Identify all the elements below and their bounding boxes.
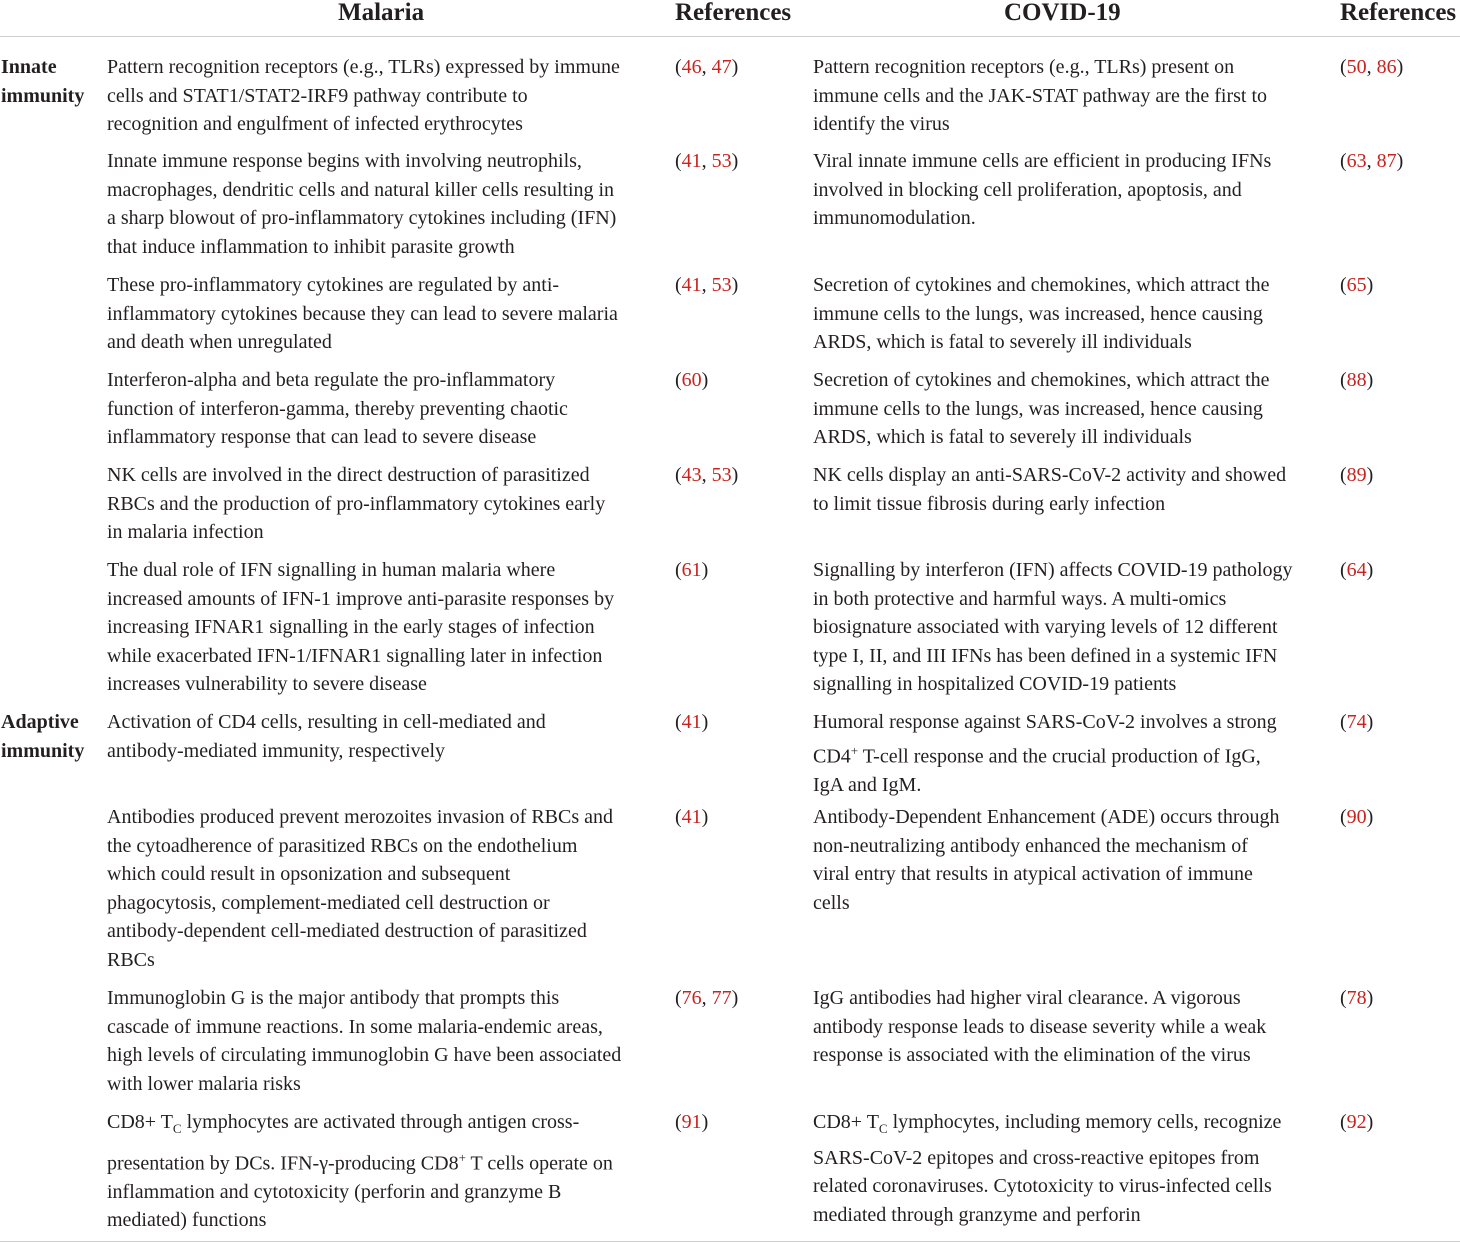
malaria-text: lymphocytes are activated through antigen cross- xyxy=(181,1111,580,1133)
malaria-line: macrophages, dendritic cells and natural killer cells resulting in xyxy=(107,178,615,201)
covid-text: CD8+ T xyxy=(813,1111,879,1133)
malaria-references: (76, 77) xyxy=(675,987,739,1009)
reference-link[interactable]: 41 xyxy=(681,274,702,296)
malaria-line: that induce inflammation to inhibit parasite growth xyxy=(107,235,515,258)
malaria-line: and death when unregulated xyxy=(107,331,332,354)
covid-line: identify the virus xyxy=(813,113,950,136)
malaria-line: recognition and engulfment of infected erythrocytes xyxy=(107,113,523,136)
covid-line: response is associated with the elimination of the virus xyxy=(813,1044,1251,1067)
covid-cell xyxy=(813,271,1333,357)
covid-line: signalling in hospitalized COVID-19 patients xyxy=(813,673,1177,696)
malaria-line: cells and STAT1/STAT2-IRF9 pathway contribute to xyxy=(107,84,528,107)
covid-references: (63, 87) xyxy=(1340,150,1404,172)
header-references-malaria: References xyxy=(675,0,792,26)
covid-line: non-neutralizing antibody enhanced the mechanism of xyxy=(813,834,1248,857)
malaria-line: RBCs and the production of pro-inflammatory cytokines early xyxy=(107,492,606,515)
reference-link[interactable]: 41 xyxy=(681,711,702,733)
reference-link[interactable]: 76 xyxy=(681,987,702,1009)
covid-line: ARDS, which is fatal to severely ill individuals xyxy=(813,331,1192,354)
covid-line: Humoral response against SARS-CoV-2 involves a strong xyxy=(813,711,1277,733)
malaria-line: which could result in opsonization and subsequent xyxy=(107,863,511,886)
reference-link[interactable]: 53 xyxy=(711,464,732,486)
malaria-references: (43, 53) xyxy=(675,464,739,486)
malaria-cell xyxy=(107,803,667,975)
covid-line: immunomodulation. xyxy=(813,207,976,230)
reference-link[interactable]: 90 xyxy=(1346,806,1367,828)
malaria-line: RBCs xyxy=(107,948,155,971)
covid-line: Secretion of cytokines and chemokines, which attract the xyxy=(813,369,1270,391)
malaria-line: increased amounts of IFN-1 improve anti-parasite responses by xyxy=(107,587,615,610)
category-innate xyxy=(1,53,101,110)
covid-cell xyxy=(813,984,1333,1070)
covid-line: Signalling by interferon (IFN) affects COVID-19 pathology xyxy=(813,559,1293,581)
footer-rule xyxy=(0,1241,1460,1242)
covid-text: lymphocytes, including memory cells, recognize xyxy=(887,1111,1282,1133)
reference-link[interactable]: 50 xyxy=(1346,56,1367,78)
covid-line: ARDS, which is fatal to severely ill individuals xyxy=(813,426,1192,449)
covid-references: (74) xyxy=(1340,711,1374,733)
reference-link[interactable]: 61 xyxy=(681,559,702,581)
covid-line: cells xyxy=(813,891,850,914)
covid-cell xyxy=(813,53,1333,139)
malaria-line: with lower malaria risks xyxy=(107,1072,301,1095)
malaria-line: antibody-mediated immunity, respectively xyxy=(107,739,446,762)
malaria-line: mediated) functions xyxy=(107,1209,267,1232)
reference-link[interactable]: 47 xyxy=(711,56,732,78)
malaria-line: cascade of immune reactions. In some malaria-endemic areas, xyxy=(107,1015,603,1038)
malaria-references: (61) xyxy=(675,559,709,581)
malaria-line xyxy=(107,1108,667,1144)
covid-cell xyxy=(813,1108,1333,1229)
malaria-references: (46, 47) xyxy=(675,56,739,78)
covid-line: Secretion of cytokines and chemokines, which attract the xyxy=(813,274,1270,296)
malaria-references: (41) xyxy=(675,806,709,828)
covid-references: (64) xyxy=(1340,559,1374,581)
covid-line: related coronaviruses. Cytotoxicity to virus-infected cells xyxy=(813,1175,1272,1198)
malaria-references: (91) xyxy=(675,1111,709,1133)
covid-line: type I, II, and III IFNs has been defined in a systemic IFN xyxy=(813,644,1278,667)
reference-link[interactable]: 64 xyxy=(1346,559,1367,581)
category-adaptive-line1: Adaptive xyxy=(1,711,79,733)
reference-link[interactable]: 53 xyxy=(711,274,732,296)
reference-link[interactable]: 41 xyxy=(681,150,702,172)
reference-link[interactable]: 78 xyxy=(1346,987,1367,1009)
header-rule xyxy=(0,36,1460,37)
malaria-line: in malaria infection xyxy=(107,521,264,544)
malaria-line: increases vulnerability to severe disease xyxy=(107,673,427,696)
covid-line: immune cells to the lungs, was increased, hence causing xyxy=(813,302,1263,325)
covid-line: IgA and IgM. xyxy=(813,773,922,796)
malaria-line: inflammation and cytotoxicity (perforin and granzyme B xyxy=(107,1180,562,1203)
reference-link[interactable]: 60 xyxy=(681,369,702,391)
covid-cell xyxy=(813,461,1333,518)
reference-link[interactable]: 41 xyxy=(681,806,702,828)
malaria-text: presentation by DCs. IFN-γ-producing CD8 xyxy=(107,1152,459,1175)
malaria-line: function of interferon-gamma, thereby preventing chaotic xyxy=(107,397,568,420)
malaria-line: inflammatory response that can lead to severe disease xyxy=(107,426,537,449)
covid-references: (88) xyxy=(1340,369,1374,391)
covid-line: mediated through granzyme and perforin xyxy=(813,1203,1141,1226)
reference-link[interactable]: 74 xyxy=(1346,711,1367,733)
covid-line: SARS-CoV-2 epitopes and cross-reactive epitopes from xyxy=(813,1146,1260,1169)
superscript: + xyxy=(458,1149,466,1165)
covid-references: (89) xyxy=(1340,464,1374,486)
malaria-line: the cytoadherence of parasitized RBCs on the endothelium xyxy=(107,834,578,857)
malaria-line: NK cells are involved in the direct destruction of parasitized xyxy=(107,464,590,486)
malaria-cell xyxy=(107,556,667,699)
header-covid: COVID-19 xyxy=(1004,0,1121,26)
malaria-references: (41, 53) xyxy=(675,274,739,296)
malaria-cell xyxy=(107,147,667,261)
malaria-references: (60) xyxy=(675,369,709,391)
header-malaria: Malaria xyxy=(338,0,425,26)
covid-line: viral entry that results in atypical activation of immune xyxy=(813,863,1253,886)
covid-references: (90) xyxy=(1340,806,1374,828)
covid-references: (65) xyxy=(1340,274,1374,296)
reference-link[interactable]: 86 xyxy=(1376,56,1397,78)
malaria-line: The dual role of IFN signalling in human malaria where xyxy=(107,559,556,581)
subscript: C xyxy=(878,1121,888,1136)
malaria-line: phagocytosis, complement-mediated cell destruction or xyxy=(107,891,550,914)
covid-references: (50, 86) xyxy=(1340,56,1404,78)
reference-link[interactable]: 63 xyxy=(1346,150,1367,172)
covid-line: Antibody-Dependent Enhancement (ADE) occurs through xyxy=(813,806,1280,828)
malaria-line: Innate immune response begins with involving neutrophils, xyxy=(107,150,582,172)
covid-cell xyxy=(813,803,1333,917)
covid-line xyxy=(813,1108,1333,1144)
malaria-line: a sharp blowout of pro-inflammatory cytokines including (IFN) xyxy=(107,207,617,230)
reference-link[interactable]: 65 xyxy=(1346,274,1367,296)
category-innate-line1: Innate xyxy=(1,56,57,78)
covid-line: immune cells and the JAK-STAT pathway are the first to xyxy=(813,84,1268,107)
malaria-references: (41, 53) xyxy=(675,150,739,172)
reference-link[interactable]: 88 xyxy=(1346,369,1367,391)
malaria-cell xyxy=(107,1108,667,1235)
reference-link[interactable]: 77 xyxy=(711,987,732,1009)
covid-line: immune cells to the lungs, was increased, hence causing xyxy=(813,397,1263,420)
malaria-cell xyxy=(107,366,667,452)
malaria-line: Immunoglobin G is the major antibody that prompts this xyxy=(107,987,560,1009)
malaria-line: antibody-dependent cell-mediated destruction of parasitized xyxy=(107,920,587,943)
malaria-cell xyxy=(107,708,667,765)
superscript: + xyxy=(850,742,859,758)
covid-references: (92) xyxy=(1340,1111,1374,1133)
malaria-cell xyxy=(107,53,667,139)
malaria-line: Antibodies produced prevent merozoites invasion of RBCs and xyxy=(107,806,614,828)
category-adaptive-line2: immunity xyxy=(1,739,85,762)
covid-line: involved in blocking cell proliferation, apoptosis, and xyxy=(813,178,1242,201)
malaria-line: These pro-inflammatory cytokines are regulated by anti- xyxy=(107,274,560,296)
category-adaptive xyxy=(1,708,101,765)
malaria-text: CD8+ T xyxy=(107,1111,173,1133)
covid-cell xyxy=(813,556,1333,699)
category-innate-line2: immunity xyxy=(1,84,85,107)
malaria-line: inflammatory cytokines because they can lead to severe malaria xyxy=(107,302,618,325)
covid-line: biosignature associated with varying levels of 12 different xyxy=(813,616,1278,639)
malaria-cell xyxy=(107,271,667,357)
covid-line: in both protective and harmful ways. A multi-omics xyxy=(813,587,1227,610)
malaria-text: T cells operate on xyxy=(465,1152,613,1175)
reference-link[interactable]: 53 xyxy=(711,150,732,172)
covid-line: antibody response leads to disease severity while a weak xyxy=(813,1015,1267,1038)
covid-text: CD4 xyxy=(813,745,851,768)
reference-link[interactable]: 92 xyxy=(1346,1111,1367,1133)
header-references-covid: References xyxy=(1340,0,1457,26)
malaria-line: increasing IFNAR1 signalling in the early stages of infection xyxy=(107,616,595,639)
malaria-references: (41) xyxy=(675,711,709,733)
subscript: C xyxy=(172,1121,182,1136)
malaria-line: Interferon-alpha and beta regulate the pro-inflammatory xyxy=(107,369,556,391)
malaria-line: while exacerbated IFN-1/IFNAR1 signalling later in infection xyxy=(107,644,603,667)
covid-references: (78) xyxy=(1340,987,1374,1009)
malaria-line: Activation of CD4 cells, resulting in cell-mediated and xyxy=(107,711,546,733)
malaria-line xyxy=(107,1144,667,1178)
malaria-line: Pattern recognition receptors (e.g., TLRs) expressed by immune xyxy=(107,56,620,78)
covid-line: IgG antibodies had higher viral clearance. A vigorous xyxy=(813,987,1241,1009)
malaria-cell xyxy=(107,461,667,547)
covid-cell xyxy=(813,147,1333,233)
reference-link[interactable]: 91 xyxy=(681,1111,702,1133)
covid-text: T-cell response and the crucial production of IgG, xyxy=(858,745,1261,768)
covid-cell xyxy=(813,708,1333,799)
malaria-cell xyxy=(107,984,667,1098)
reference-link[interactable]: 87 xyxy=(1376,150,1397,172)
covid-line: NK cells display an anti-SARS-CoV-2 activity and showed xyxy=(813,464,1287,486)
covid-line: Pattern recognition receptors (e.g., TLRs) present on xyxy=(813,56,1235,78)
reference-link[interactable]: 46 xyxy=(681,56,702,78)
covid-line xyxy=(813,737,1333,771)
reference-link[interactable]: 43 xyxy=(681,464,702,486)
malaria-line: high levels of circulating immunoglobin G have been associated xyxy=(107,1044,622,1067)
covid-line: to limit tissue fibrosis during early infection xyxy=(813,492,1166,515)
reference-link[interactable]: 89 xyxy=(1346,464,1367,486)
covid-line: Viral innate immune cells are efficient in producing IFNs xyxy=(813,150,1272,172)
covid-cell xyxy=(813,366,1333,452)
